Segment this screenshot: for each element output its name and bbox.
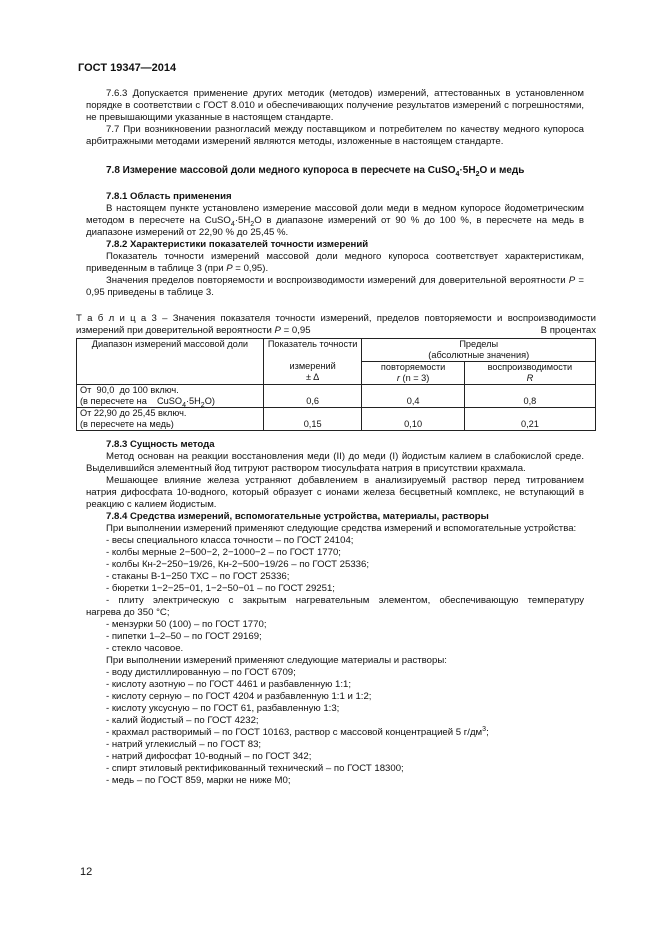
list-item: - стаканы В-1−250 ТХС – по ГОСТ 25336; [106,571,290,582]
section-title-text: 7.8 Измерение массовой доли медного купороса в пересчете на CuSO [106,165,456,176]
spacer [86,299,584,313]
list-item: - кислоту азотную – по ГОСТ 4461 и разбавленную 1:1; [106,679,352,690]
text: Показатель точности измерений массовой доли медного купороса соответствует характеристикам, приведенным в таблице 3 (при [86,251,584,274]
list-item: - кислоту уксусную – по ГОСТ 61, разбавленную 1:3; [106,703,340,714]
paragraph-7-8-1 [86,203,584,239]
paragraph-7-7: 7.7 При возникновении разногласий между поставщиком и потребителем по качеству медного купороса арбитражными методами измерений являются методы, изложенные в настоящем стандарте. [86,124,584,147]
header-reproducibility [464,362,595,385]
list-item: - калий йодистый – по ГОСТ 4232; [106,715,259,726]
list-item: - спирт этиловый ректификованный технический – по ГОСТ 18300; [106,763,404,774]
table-caption-text [76,313,596,337]
cell-repeatability: 0,10 [362,408,464,431]
section-title-text: ·5H [459,165,476,176]
header-limits [362,339,596,362]
list-item: - плиту электрическую с закрытым нагревательным элементом, обеспечивающую температуру [106,595,584,606]
section-title-text: O и медь [479,165,525,176]
variable: r [396,373,400,383]
header-text: измерений [289,361,336,371]
superscript: 3 [482,725,487,733]
cell-range [77,385,264,408]
units-label: В процентах [540,325,596,336]
table-header-row [77,339,596,362]
cell-reproducibility: 0,21 [464,408,595,431]
cell-range [77,408,264,431]
cell-reproducibility: 0,8 [464,385,595,408]
header-text [365,373,460,384]
header-repeatability [362,362,464,385]
cell-text: От 90,0 до 100 включ. [80,385,179,395]
list-item: - кислоту серную – по ГОСТ 4204 и разбавленную 1:1 и 1:2; [106,691,372,702]
list-item [86,727,584,739]
text: O) [204,396,215,406]
cell-text [80,396,260,407]
subscript: 2 [200,401,205,409]
header-text: (абсолютные значения) [428,350,530,360]
table-row [77,408,596,431]
subscript: 4 [230,220,235,228]
cell-repeatability: 0,4 [362,385,464,408]
header-text: ± Δ [306,372,320,382]
text: = 0,95 [280,325,311,336]
header-range [77,339,264,385]
paragraph-7-8-3-a: Метод основан на реакции восстановления меди (II) до меди (I) йодистым калием в слабокислой среде. Выделившийся элементный йод титруют раствором тиосульфата натрия в присутствии крахмала. [86,451,584,474]
paragraph-7-8-2-a [86,251,584,275]
header-text: Показатель точности [267,339,358,349]
cell-indicator: 0,15 [263,408,362,431]
document-header: ГОСТ 19347—2014 [78,62,177,74]
text: ·5H [234,215,251,226]
text: - крахмал растворимый – по ГОСТ 10163, раствор с массовой концентрацией 5 г/дм [106,727,483,738]
paragraph-7-8-3-b: Мешающее влияние железа устраняют добавлением в анализируемый раствор перед титрованием натрия дифосфата 10-водного, который образует с ионами железа бесцветный комплекс, не вступающий в реакцию с калием йодистым. [86,475,584,510]
table-3-caption [76,313,596,337]
subscript: 4 [455,171,460,178]
text: (в пересчете на CuSO [80,396,183,406]
header-indicator [263,339,362,385]
list-item: - колбы Кн-2−250−19/26, Кн-2−500−19/26 – по ГОСТ 25336; [106,559,370,570]
text: В настоящем пункте установлено измерение массовой доли меди в медном купоросе йодометрическим методом в пересчете на CuSO [86,203,584,226]
section-7-8-2-title: 7.8.2 Характеристики показателей точности измерений [106,239,369,250]
subscript: 4 [182,401,186,409]
list-item: - бюретки 1−2−25−01, 1−2−50−01 – по ГОСТ 29251; [106,583,335,594]
page-number: 12 [80,866,93,878]
cell-indicator: 0,6 [263,385,362,408]
document-body [76,88,596,787]
cell-text: От 22,90 до 25,45 включ. [80,408,187,418]
list-item: - пипетки 1–2–50 – по ГОСТ 29169; [106,631,262,642]
section-7-8-1-title: 7.8.1 Область применения [106,191,232,202]
header-text [468,373,592,384]
spacer [86,431,584,439]
list-item: - медь – по ГОСТ 859, марки не ниже М0; [106,775,291,786]
table-row [77,385,596,408]
variable: P [226,263,233,274]
text: = 0,95 приведены в таблице 3. [86,275,584,298]
header-text: воспроизводимости [487,362,573,372]
text: (n = 3) [399,373,430,383]
header-text: Диапазон измерений массовой доли [91,339,249,349]
paragraph-materials-intro: При выполнении измерений применяют следующие материалы и растворы: [106,655,447,666]
list-item: - мензурки 50 (100) – по ГОСТ 1770; [106,619,267,630]
paragraph-7-6-3: 7.6.3 Допускается применение других методик (методов) измерений, аттестованных в установленном порядке в соответствии с ГОСТ 8.010 и обеспечивающих получение результатов измерений с погрешностями, не превышающими указанные в настоящем стандарте. [86,88,584,123]
text: ; [486,727,489,738]
text: ·5H [185,396,201,406]
variable: P [274,325,281,336]
section-7-8-title [86,165,584,177]
list-item: - стекло часовое. [106,643,184,654]
text: Т а б л и ц а 3 – Значения показателя точности измерений, пределов повторяемости и воспроизводимости измерений при доверительной вероятности [76,313,596,336]
text: = 0,95). [232,263,269,274]
header-text: Пределы [459,339,499,349]
text: Значения пределов повторяемости и воспроизводимости измерений для доверительной вероятности [106,275,569,286]
list-item: - натрий углекислый – по ГОСТ 83; [106,739,262,750]
text: O в диапазоне измерений от 90 % до 100 %, в пересчете на медь в диапазоне измерений от 22,90 % до 25,45 %. [86,215,584,238]
paragraph-7-8-2-b [86,275,584,299]
list-item: - колбы мерные 2−500−2, 2−1000−2 – по ГОСТ 1770; [106,547,341,558]
section-7-8-4-title: 7.8.4 Средства измерений, вспомогательные устройства, материалы, растворы [106,511,489,522]
subscript: 2 [475,171,480,178]
list-item: - весы специального класса точности – по ГОСТ 24104; [106,535,354,546]
list-item: - воду дистиллированную – по ГОСТ 6709; [106,667,296,678]
variable: P [568,275,576,286]
header-text: повторяемости [380,362,446,372]
list-item-continuation: нагрева до 350 °С; [86,607,170,618]
variable: R [526,373,534,383]
paragraph-7-8-4-intro: При выполнении измерений применяют следующие средства измерений и вспомогательные устройства: [106,523,577,534]
cell-text: (в пересчете на медь) [80,419,174,429]
table-3 [76,338,596,431]
section-7-8-3-title: 7.8.3 Сущность метода [106,439,215,450]
subscript: 2 [250,220,255,228]
list-item: - натрий дифосфат 10-водный – по ГОСТ 342; [106,751,312,762]
